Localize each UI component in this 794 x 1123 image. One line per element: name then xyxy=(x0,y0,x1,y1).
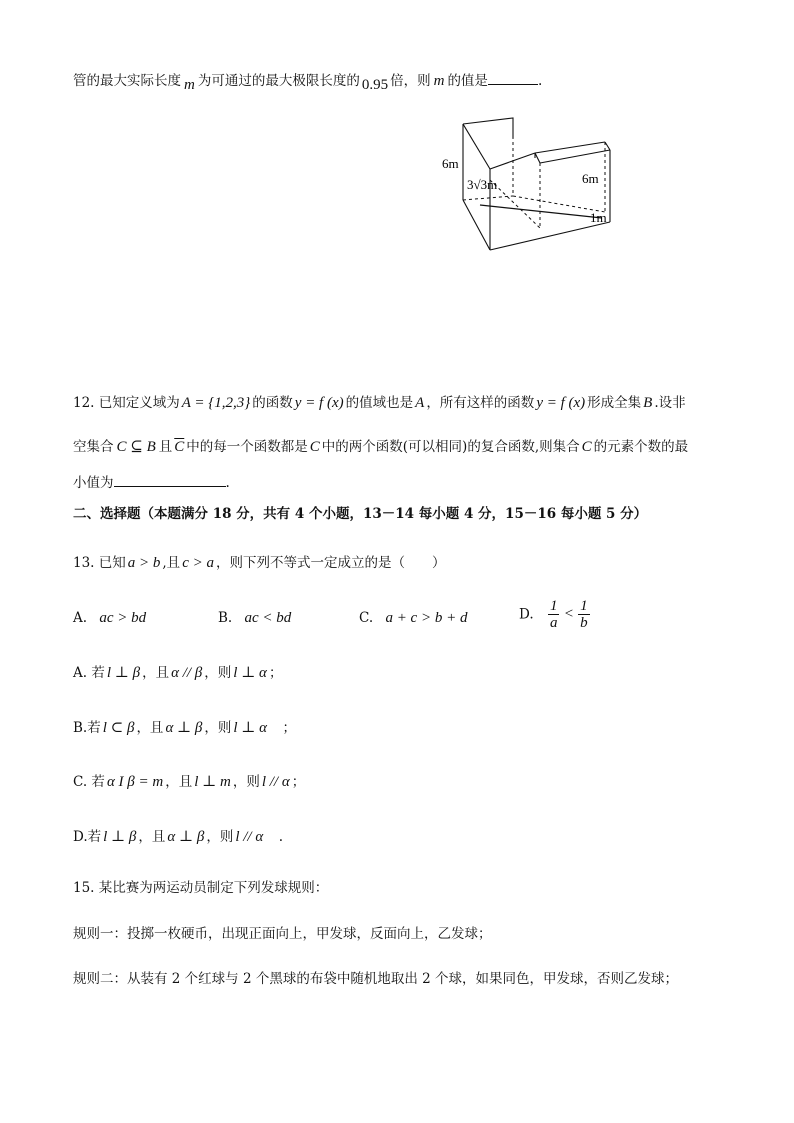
text: ，则 xyxy=(204,720,232,736)
q14-option-a[interactable] xyxy=(73,664,282,682)
answer-blank[interactable] xyxy=(488,72,538,85)
math-set: A = {1,2,3} xyxy=(181,395,251,411)
q12-line3 xyxy=(73,474,230,492)
math-func: y = f (x) xyxy=(294,395,344,411)
text: 12. 已知定义域为 xyxy=(73,395,180,411)
math-var: B xyxy=(643,395,653,411)
label-right-height: 6m xyxy=(582,171,599,186)
math-expr: α I β = m xyxy=(106,774,164,790)
q13-option-b[interactable] xyxy=(218,610,291,627)
math-expr: l ⊥ α xyxy=(233,720,268,736)
math-relation: < xyxy=(563,606,574,622)
option-label: B. xyxy=(218,610,233,626)
section-2-title: 二、选择题（本题满分 18 分，共有 4 个小题，13－14 每小题 4 分，15－16 每小题 5 分） xyxy=(73,506,648,522)
q12-line2 xyxy=(73,438,688,456)
text: 倍，则 xyxy=(390,73,431,89)
label-left-height: 6m xyxy=(442,156,459,171)
text: ，所有这样的函数 xyxy=(426,395,535,411)
math-subset: C ⊆ B xyxy=(116,439,156,455)
label-width: 3√3m xyxy=(467,177,498,192)
q13-option-a[interactable] xyxy=(73,610,146,627)
text: ； xyxy=(268,665,283,681)
text: ，且 xyxy=(138,829,166,845)
text: ，且 xyxy=(165,774,193,790)
q15-rule-2: 规则二：从装有 2 个红球与 2 个黑球的布袋中随机地取出 2 个球，如果同色，甲发球，否则乙发球； xyxy=(73,971,679,987)
text: C. 若 xyxy=(73,774,105,790)
q14-option-b[interactable] xyxy=(73,719,296,737)
text: 管的最大实际长度 xyxy=(73,73,181,89)
option-label: A. xyxy=(73,610,88,626)
q11-tail-line xyxy=(73,72,543,93)
q15-stem: 15. 某比赛为两运动员制定下列发球规则： xyxy=(73,880,329,896)
text: 小值为 xyxy=(73,475,114,491)
text: 的函数 xyxy=(252,395,293,411)
numerator: 1 xyxy=(549,598,558,614)
math-var: m xyxy=(433,73,445,89)
text: . xyxy=(265,829,284,845)
math-expr: l ⊥ m xyxy=(194,774,231,790)
math-expr: l ⊥ α xyxy=(233,665,267,681)
text: 中的每一个函数都是 xyxy=(186,439,308,455)
math-var: C xyxy=(309,439,320,455)
fraction-1-over-b xyxy=(578,598,590,631)
math-expr: α // β xyxy=(171,665,203,681)
text: ； xyxy=(269,720,297,736)
text: .设非 xyxy=(654,395,686,411)
q12-line1 xyxy=(73,394,686,412)
text: ，则下列不等式一定成立的是（ ） xyxy=(215,555,446,571)
text: . xyxy=(225,475,230,491)
text: D.若 xyxy=(73,829,102,845)
text: ，则 xyxy=(204,665,232,681)
numerator: 1 xyxy=(580,598,588,614)
q13-option-d[interactable] xyxy=(519,598,590,631)
text: 的元素个数的最 xyxy=(593,439,689,455)
fraction-1-over-a xyxy=(548,598,560,631)
q14-option-d[interactable] xyxy=(73,828,283,846)
text: 13. 已知 xyxy=(73,555,126,571)
math-expr: l ⊂ β xyxy=(102,720,135,736)
math-complement: $\overline{C}$ xyxy=(174,439,185,455)
option-label: D. xyxy=(519,606,534,623)
q15-rule-1: 规则一：投掷一枚硬币，出现正面向上，甲发球，反面向上，乙发球； xyxy=(73,926,492,942)
text: 中的两个函数(可以相同)的复合函数,则集合 xyxy=(321,439,580,455)
math-expr: l // α xyxy=(261,774,290,790)
math-expr: a + c > b + d xyxy=(385,610,468,626)
math-var: A xyxy=(415,395,425,411)
text: B.若 xyxy=(73,720,101,736)
math-expr: l ⊥ β xyxy=(106,665,141,681)
text: 的值是 xyxy=(447,73,488,89)
text: ，且 xyxy=(136,720,164,736)
corridor-figure xyxy=(430,108,620,258)
math-expr: l ⊥ β xyxy=(103,829,137,845)
math-var: m xyxy=(184,77,195,93)
text: 为可通过的最大极限长度的 xyxy=(197,73,360,89)
text: 空集合 xyxy=(73,439,114,455)
math-var: C xyxy=(581,439,592,455)
text: . xyxy=(537,73,543,89)
math-expr: l // α xyxy=(235,829,264,845)
text: 形成全集 xyxy=(587,395,642,411)
math-func: y = f (x) xyxy=(536,395,586,411)
math-expr: α ⊥ β xyxy=(165,720,203,736)
math-cond: c > a xyxy=(182,555,214,571)
math-expr: ac > bd xyxy=(99,610,147,626)
text: ，则 xyxy=(206,829,234,845)
math-expr: α ⊥ β xyxy=(167,829,205,845)
answer-blank[interactable] xyxy=(114,474,226,487)
text: ，则 xyxy=(232,774,260,790)
math-cond: a > b xyxy=(127,555,161,571)
text: ，且 xyxy=(142,665,170,681)
math-expr: ac < bd xyxy=(244,610,292,626)
text: 且 xyxy=(158,439,173,455)
label-depth: 1m xyxy=(590,210,607,225)
text: ； xyxy=(291,774,306,790)
denominator: a xyxy=(549,615,558,631)
q14-option-c[interactable] xyxy=(73,773,305,791)
text: 的值域也是 xyxy=(345,395,414,411)
option-label: C. xyxy=(359,610,374,626)
q13-stem xyxy=(73,554,445,572)
denominator: b xyxy=(580,615,588,631)
text: ,且 xyxy=(162,555,181,571)
text: A. 若 xyxy=(73,665,105,681)
q13-option-c[interactable] xyxy=(359,610,467,627)
math-number: 0.95 xyxy=(361,77,389,93)
